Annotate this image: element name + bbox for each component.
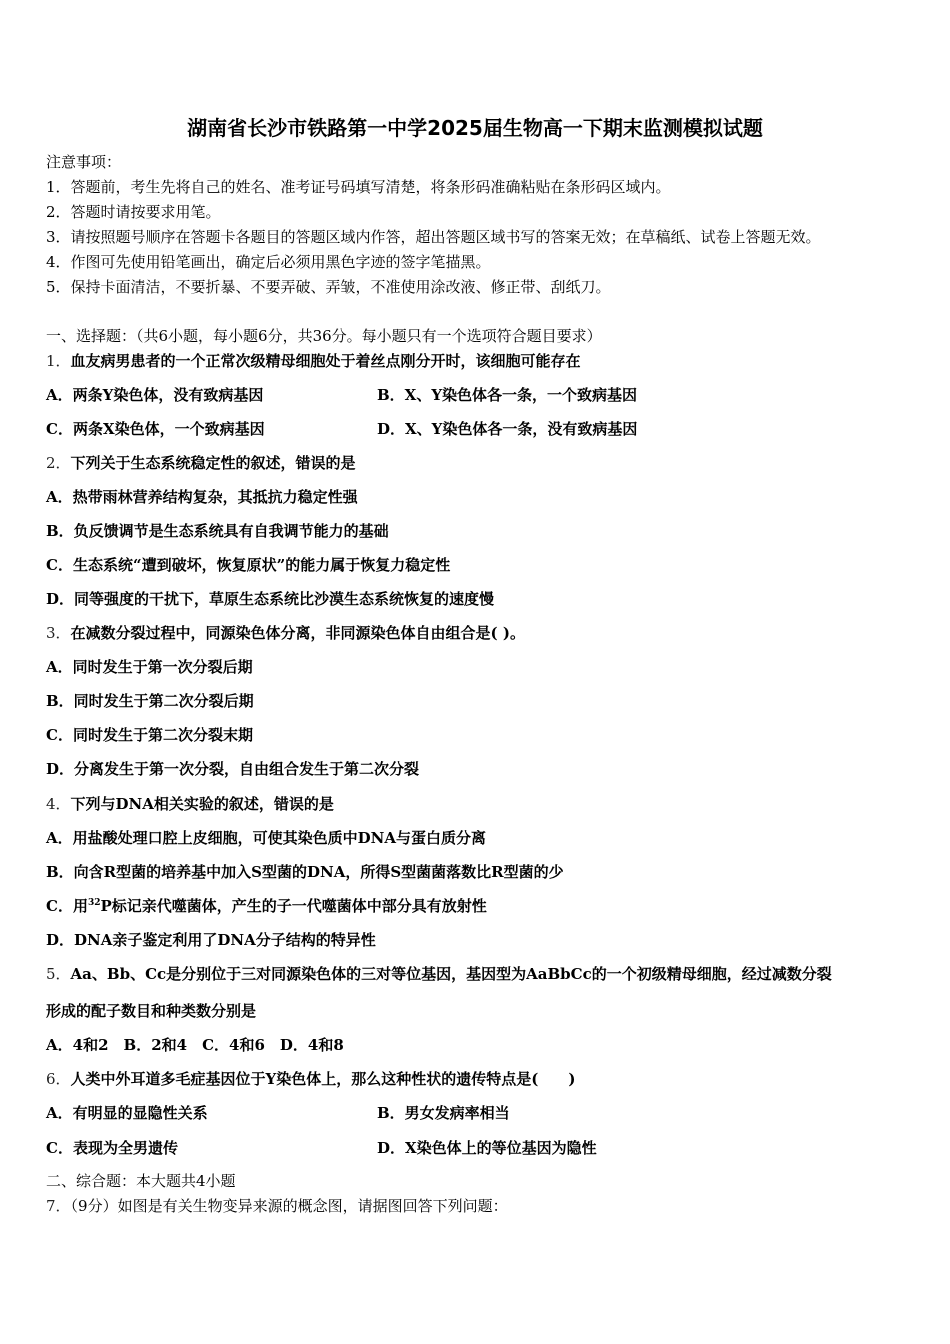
option-d: D．同等强度的干扰下，草原生态系统比沙漠生态系统恢复的速度慢 bbox=[46, 590, 495, 608]
option-b: B．X、Y染色体各一条，一个致病基因 bbox=[377, 386, 638, 404]
question-stem: 下列与DNA相关实验的叙述，错误的是 bbox=[70, 795, 334, 813]
question-number: 4． bbox=[46, 795, 71, 813]
question-4 bbox=[46, 794, 334, 814]
question-1 bbox=[46, 351, 581, 371]
question-5 bbox=[46, 964, 832, 984]
isotope-mass-number: 32 bbox=[87, 898, 101, 908]
section1-heading: 一、选择题：（共6小题，每小题6分，共36分。每小题只有一个选项符合题目要求） bbox=[46, 327, 602, 345]
notice-item: 4．作图可先使用铅笔画出，确定后必须用黑色字迹的签字笔描黑。 bbox=[46, 253, 491, 271]
option-b: B．向含R型菌的培养基中加入S型菌的DNA，所得S型菌菌落数比R型菌的少 bbox=[46, 863, 564, 881]
option-a: A．用盐酸处理口腔上皮细胞，可使其染色质中DNA与蛋白质分离 bbox=[46, 829, 486, 847]
option-d: D．DNA亲子鉴定利用了DNA分子结构的特异性 bbox=[46, 931, 376, 949]
notice-item: 1．答题前，考生先将自己的姓名、准考证号码填写清楚，将条形码准确粘贴在条形码区域内。 bbox=[46, 178, 671, 196]
option-c bbox=[46, 896, 487, 916]
options-row: A．4和2 B．2和4 C．4和6 D．4和8 bbox=[46, 1036, 344, 1054]
question-stem: 血友病男患者的一个正常次级精母细胞处于着丝点刚分开时，该细胞可能存在 bbox=[70, 352, 581, 370]
notice-item: 2．答题时请按要求用笔。 bbox=[46, 203, 221, 221]
option-c: C．生态系统“遭到破坏，恢复原状”的能力属于恢复力稳定性 bbox=[46, 556, 451, 574]
question-2 bbox=[46, 453, 356, 473]
question-number: 7． bbox=[46, 1197, 71, 1215]
option-c: C．两条X染色体，一个致病基因 bbox=[46, 420, 265, 438]
question-stem: 下列关于生态系统稳定性的叙述，错误的是 bbox=[70, 454, 356, 472]
question-number: 5． bbox=[46, 965, 71, 983]
question-number: 3． bbox=[46, 624, 71, 642]
option-a: A．有明显的显隐性关系 bbox=[46, 1104, 208, 1122]
question-number: 6． bbox=[46, 1070, 71, 1088]
option-b: B．男女发病率相当 bbox=[377, 1104, 510, 1122]
option-c: C．同时发生于第二次分裂末期 bbox=[46, 726, 253, 744]
question-stem: Aa、Bb、Cc是分别位于三对同源染色体的三对等位基因，基因型为AaBbCc的一个初级精母细胞，经过减数分裂 bbox=[70, 965, 832, 983]
question-3 bbox=[46, 623, 525, 643]
question-stem-continued: 形成的配子数目和种类数分别是 bbox=[46, 1002, 257, 1020]
notice-heading: 注意事项： bbox=[46, 153, 122, 171]
option-c-rest: P标记亲代噬菌体，产生的子一代噬菌体中部分具有放射性 bbox=[100, 897, 487, 915]
question-7 bbox=[46, 1196, 508, 1216]
notice-item: 5．保持卡面清洁，不要折暴、不要弄破、弄皱，不准使用涂改液、修正带、刮纸刀。 bbox=[46, 278, 611, 296]
option-c: C．表现为全男遗传 bbox=[46, 1139, 178, 1157]
option-a: A．同时发生于第一次分裂后期 bbox=[46, 658, 253, 676]
option-b: B．同时发生于第二次分裂后期 bbox=[46, 692, 254, 710]
question-number: 2． bbox=[46, 454, 71, 472]
question-stem: 人类中外耳道多毛症基因位于Y染色体上，那么这种性状的遗传特点是( ) bbox=[70, 1070, 576, 1088]
option-c-prefix: C．用 bbox=[46, 897, 88, 915]
question-6 bbox=[46, 1069, 575, 1089]
option-b: B．负反馈调节是生态系统具有自我调节能力的基础 bbox=[46, 522, 389, 540]
option-d: D．分离发生于第一次分裂，自由组合发生于第二次分裂 bbox=[46, 760, 420, 778]
option-d: D．X、Y染色体各一条，没有致病基因 bbox=[377, 420, 638, 438]
page-title: 湖南省长沙市铁路第一中学2025届生物高一下期末监测模拟试题 bbox=[187, 116, 763, 140]
question-number: 1． bbox=[46, 352, 71, 370]
option-a: A．两条Y染色体，没有致病基因 bbox=[46, 386, 264, 404]
question-stem: 在减数分裂过程中，同源染色体分离，非同源染色体自由组合是( )。 bbox=[70, 624, 525, 642]
option-d: D．X染色体上的等位基因为隐性 bbox=[377, 1139, 597, 1157]
question-stem: （9分）如图是有关生物变异来源的概念图，请据图回答下列问题： bbox=[70, 1197, 508, 1215]
notice-item: 3．请按照题号顺序在答题卡各题目的答题区域内作答，超出答题区域书写的答案无效；在草稿纸、试卷上答题无效。 bbox=[46, 228, 821, 246]
section2-heading: 二、综合题：本大题共4小题 bbox=[46, 1172, 236, 1190]
option-a: A．热带雨林营养结构复杂，其抵抗力稳定性强 bbox=[46, 488, 358, 506]
